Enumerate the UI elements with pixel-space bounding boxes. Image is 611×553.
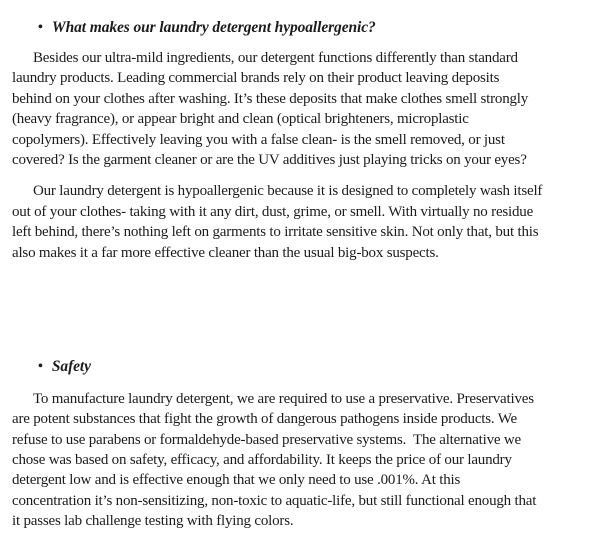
bullet-icon: • xyxy=(38,358,43,374)
paragraph-line: behind on your clothes after washing. It’s these deposits that make clothes smell strongly xyxy=(12,90,529,107)
paragraph-line: left behind, there’s nothing left on garments to irritate sensitive skin. Not only that, but this xyxy=(12,224,539,241)
paragraph-line: covered? Is the garment cleaner or are the UV additives just playing tricks on your eyes? xyxy=(12,151,527,168)
paragraph xyxy=(12,181,601,263)
paragraph-line: out of your clothes- taking with it any dirt, dust, grime, or smell. With virtually no residue xyxy=(12,203,534,220)
paragraph xyxy=(12,389,601,532)
bullet-heading-hypoallergenic xyxy=(12,17,601,39)
bullet-heading-safety xyxy=(12,356,601,378)
paragraph-line: copolymers). Effectively leaving you with a false clean- is the smell removed, or just xyxy=(12,131,505,148)
paragraph-line: refuse to use parabens or formaldehyde-based preservative systems. The alternative we xyxy=(12,431,521,448)
paragraph-line: (heavy fragrance), or appear bright and clean (optical brighteners, microplastic xyxy=(12,111,469,128)
paragraph-line: concentration it’s non-sensitizing, non-toxic to aquatic-life, but still functional enough that xyxy=(12,492,537,509)
section-safety xyxy=(12,356,601,532)
section-heading: What makes our laundry detergent hypoallergenic? xyxy=(51,19,376,36)
paragraph-line: laundry products. Leading commercial brands rely on their product leaving deposits xyxy=(12,70,500,87)
paragraph xyxy=(12,48,601,170)
section-hypoallergenic xyxy=(12,17,601,263)
paragraph-line: also makes it a far more effective cleaner than the usual big-box suspects. xyxy=(12,244,439,261)
paragraph-line: are potent substances that fight the growth of dangerous pathogens inside products. We xyxy=(12,411,517,428)
bullet-icon: • xyxy=(38,20,43,35)
blank-space xyxy=(12,263,601,356)
paragraph-line: chose was based on safety, efficacy, and affordability. It keeps the price of our laundry xyxy=(12,452,512,469)
paragraph-line: detergent low and is effective enough that we only need to use .001%. At this xyxy=(12,472,461,489)
paragraph-line: it passes lab challenge testing with flying colors. xyxy=(12,513,294,530)
section-heading: Safety xyxy=(51,357,91,375)
paragraph-line: Besides our ultra-mild ingredients, our detergent functions differently than standard xyxy=(33,50,518,66)
paragraph-line: Our laundry detergent is hypoallergenic because it is designed to completely wash itself xyxy=(33,183,543,200)
paragraph-line: To manufacture laundry detergent, we are required to use a preservative. Preservatives xyxy=(33,390,534,407)
